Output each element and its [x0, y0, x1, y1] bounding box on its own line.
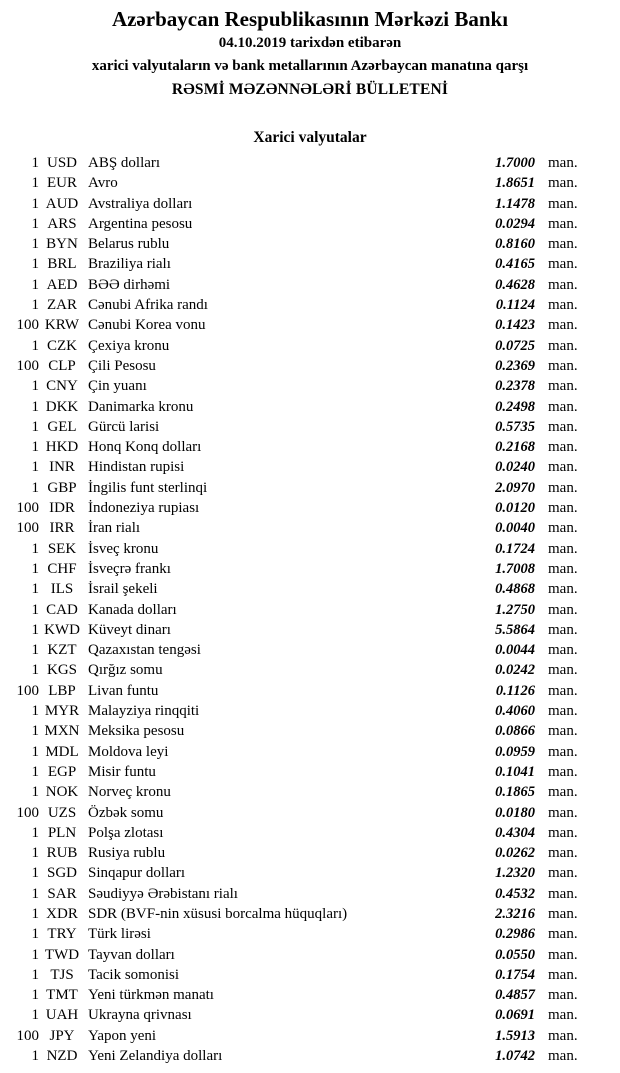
rate-value-cell: 5.5864	[495, 621, 535, 638]
quantity-cell: 1	[31, 459, 39, 476]
unit-cell: man.	[548, 601, 578, 618]
currency-code-cell: USD	[46, 155, 77, 171]
currency-name-cell: Özbək somu	[88, 804, 164, 821]
currency-name-cell: İsrail şekeli	[88, 581, 158, 598]
currency-name-cell: ABŞ dolları	[88, 155, 161, 171]
rate-value-cell: 1.7000	[495, 155, 535, 171]
rate-row	[0, 660, 620, 680]
rate-row	[0, 1026, 620, 1046]
currency-code-cell: ILS	[50, 581, 74, 598]
rate-value-cell: 0.4304	[495, 824, 535, 841]
unit-cell: man.	[548, 784, 578, 801]
rate-row	[0, 640, 620, 660]
rate-row	[0, 498, 620, 518]
quantity-cell: 1	[31, 824, 39, 841]
unit-cell: man.	[548, 500, 578, 517]
rate-row	[0, 153, 620, 173]
quantity-cell: 100	[16, 804, 39, 821]
currency-name-cell: Braziliya rialı	[88, 256, 171, 273]
rate-value-cell: 1.8651	[495, 175, 535, 192]
rate-value-cell: 0.0040	[495, 520, 535, 537]
currency-name-cell: SDR (BVF-nin xüsusi borcalma hüquqları)	[88, 905, 348, 922]
quantity-cell: 100	[16, 357, 39, 374]
rate-row	[0, 295, 620, 315]
currency-name-cell: Meksika pesosu	[88, 723, 185, 740]
rate-row	[0, 356, 620, 376]
currency-name-cell: Səudiyyə Ərəbistanı rialı	[88, 885, 238, 902]
currency-code-cell: SGD	[46, 865, 77, 882]
quantity-cell: 1	[31, 398, 39, 415]
rate-value-cell: 0.1126	[495, 682, 535, 699]
quantity-cell: 1	[31, 703, 39, 720]
unit-cell: man.	[548, 845, 578, 862]
subtitle-line: xarici valyutaların və bank metallarının Azərbaycan manatına qarşı	[91, 58, 529, 74]
unit-cell: man.	[548, 195, 578, 212]
rate-value-cell: 0.2986	[495, 926, 535, 943]
currency-code-cell: NZD	[46, 1048, 78, 1065]
currency-code-cell: IRR	[49, 520, 75, 537]
rate-value-cell: 0.4060	[495, 703, 535, 720]
quantity-cell: 1	[31, 763, 39, 780]
rate-row	[0, 417, 620, 437]
rate-value-cell: 0.1724	[495, 540, 535, 557]
currency-name-cell: İndoneziya rupiası	[88, 500, 200, 517]
currency-name-cell: Yapon yeni	[88, 1027, 157, 1044]
rate-value-cell: 0.2168	[495, 439, 535, 456]
quantity-cell: 1	[31, 215, 39, 232]
unit-cell: man.	[548, 337, 578, 354]
rate-row	[0, 1005, 620, 1025]
currency-code-cell: HKD	[45, 439, 79, 456]
unit-cell: man.	[548, 459, 578, 476]
currency-name-cell: İran rialı	[88, 520, 141, 537]
quantity-cell: 1	[31, 479, 39, 496]
rate-value-cell: 0.2369	[495, 357, 535, 374]
rate-value-cell: 0.0242	[495, 662, 535, 679]
quantity-cell: 1	[31, 195, 39, 212]
rate-value-cell: 1.2320	[495, 865, 535, 882]
quantity-cell: 100	[16, 682, 39, 699]
currency-code-cell: UAH	[45, 1007, 79, 1024]
currency-code-cell: KZT	[47, 642, 77, 659]
currency-code-cell: TRY	[47, 926, 77, 943]
quantity-cell: 1	[31, 845, 39, 862]
unit-cell: man.	[548, 642, 578, 659]
currency-code-cell: AUD	[45, 195, 79, 212]
quantity-cell: 1	[31, 621, 39, 638]
quantity-cell: 1	[31, 926, 39, 943]
rate-value-cell: 0.8160	[495, 236, 535, 253]
currency-name-cell: Malayziya rinqqiti	[88, 703, 200, 720]
quantity-cell: 1	[31, 276, 39, 293]
currency-name-cell: Ukrayna qrivnası	[88, 1007, 192, 1024]
rate-row	[0, 965, 620, 985]
currency-name-cell: İsveç kronu	[88, 540, 159, 557]
currency-code-cell: EGP	[47, 763, 77, 780]
quantity-cell: 1	[31, 378, 39, 395]
unit-cell: man.	[548, 297, 578, 314]
quantity-cell: 1	[31, 418, 39, 435]
rate-value-cell: 1.1478	[495, 195, 535, 212]
rate-value-cell: 0.0691	[495, 1007, 535, 1024]
currency-name-cell: Çin yuanı	[88, 378, 147, 395]
rate-value-cell: 2.3216	[495, 905, 535, 922]
rate-value-cell: 0.4857	[495, 987, 535, 1004]
rate-value-cell: 2.0970	[495, 479, 535, 496]
rate-row	[0, 742, 620, 762]
unit-cell: man.	[548, 987, 578, 1004]
unit-cell: man.	[548, 317, 578, 334]
currency-code-cell: CAD	[46, 601, 78, 618]
quantity-cell: 1	[31, 256, 39, 273]
currency-code-cell: RUB	[46, 845, 78, 862]
currency-code-cell: BRL	[47, 256, 77, 273]
quantity-cell: 1	[31, 236, 39, 253]
rate-value-cell: 0.1423	[495, 317, 535, 334]
currency-code-cell: NOK	[45, 784, 79, 801]
unit-cell: man.	[548, 357, 578, 374]
quantity-cell: 1	[31, 905, 39, 922]
currency-name-cell: Qazaxıstan tengəsi	[88, 642, 201, 659]
rate-value-cell: 1.0742	[495, 1048, 535, 1065]
rate-value-cell: 0.0262	[495, 845, 535, 862]
rate-value-cell: 0.1124	[495, 297, 535, 314]
currency-code-cell: TMT	[46, 987, 78, 1004]
currency-name-cell: Qırğız somu	[88, 662, 163, 679]
currency-name-cell: İsveçrə frankı	[88, 560, 171, 577]
section-title-foreign-currencies: Xarici valyutalar	[253, 129, 367, 146]
rate-value-cell: 0.0044	[495, 642, 535, 659]
currency-code-cell: MYR	[44, 703, 80, 720]
quantity-cell: 1	[31, 784, 39, 801]
unit-cell: man.	[548, 155, 578, 171]
quantity-cell: 1	[31, 966, 39, 983]
quantity-cell: 1	[31, 723, 39, 740]
rate-row	[0, 863, 620, 883]
quantity-cell: 1	[31, 885, 39, 902]
currency-name-cell: Tayvan dolları	[88, 946, 175, 963]
currency-name-cell: Sinqapur dolları	[88, 865, 186, 882]
rate-value-cell: 0.0240	[495, 459, 535, 476]
currency-name-cell: Cənubi Korea vonu	[88, 317, 206, 334]
currency-name-cell: Hindistan rupisi	[88, 459, 185, 476]
currency-name-cell: Polşa zlotası	[88, 824, 164, 841]
currency-code-cell: CLP	[48, 357, 76, 374]
quantity-cell: 1	[31, 155, 39, 171]
currency-code-cell: CZK	[47, 337, 77, 354]
rate-value-cell: 0.4165	[495, 256, 535, 273]
currency-name-cell: Misir funtu	[88, 763, 156, 780]
rate-row	[0, 884, 620, 904]
quantity-cell: 100	[16, 500, 39, 517]
currency-name-cell: BƏƏ dirhəmi	[88, 276, 171, 293]
unit-cell: man.	[548, 520, 578, 537]
rate-value-cell: 0.0294	[495, 215, 535, 232]
currency-name-cell: Çili Pesosu	[88, 357, 156, 374]
rate-row	[0, 1046, 620, 1066]
currency-name-cell: Livan funtu	[88, 682, 159, 699]
quantity-cell: 1	[31, 987, 39, 1004]
quantity-cell: 100	[16, 317, 39, 334]
rate-row	[0, 518, 620, 538]
unit-cell: man.	[548, 215, 578, 232]
unit-cell: man.	[548, 824, 578, 841]
quantity-cell: 1	[31, 1007, 39, 1024]
rate-value-cell: 0.4868	[495, 581, 535, 598]
rate-row	[0, 924, 620, 944]
rate-value-cell: 0.1865	[495, 784, 535, 801]
rate-value-cell: 0.1754	[495, 966, 535, 983]
currency-name-cell: Tacik somonisi	[88, 966, 180, 983]
currency-name-cell: Danimarka kronu	[88, 398, 194, 415]
currency-code-cell: DKK	[45, 398, 79, 415]
currency-code-cell: IDR	[49, 500, 75, 517]
unit-cell: man.	[548, 621, 578, 638]
currency-name-cell: Avstraliya dolları	[88, 195, 193, 212]
currency-name-cell: Yeni Zelandiya dolları	[88, 1048, 223, 1065]
rate-row	[0, 173, 620, 193]
rate-row	[0, 315, 620, 335]
currency-name-cell: Yeni türkmən manatı	[88, 987, 214, 1004]
unit-cell: man.	[548, 946, 578, 963]
quantity-cell: 1	[31, 560, 39, 577]
quantity-cell: 1	[31, 642, 39, 659]
quantity-cell: 1	[31, 337, 39, 354]
rate-row	[0, 681, 620, 701]
unit-cell: man.	[548, 560, 578, 577]
quantity-cell: 1	[31, 439, 39, 456]
rate-row	[0, 234, 620, 254]
quantity-cell: 1	[31, 662, 39, 679]
rate-value-cell: 1.5913	[495, 1027, 535, 1044]
currency-code-cell: CNY	[46, 378, 78, 395]
currency-code-cell: SAR	[47, 885, 77, 902]
currency-code-cell: ZAR	[47, 297, 77, 314]
rate-value-cell: 0.0120	[495, 500, 535, 517]
unit-cell: man.	[548, 378, 578, 395]
currency-name-cell: Çexiya kronu	[88, 337, 170, 354]
rate-value-cell: 0.4628	[495, 276, 535, 293]
currency-code-cell: TJS	[50, 966, 74, 983]
currency-name-cell: Rusiya rublu	[88, 845, 166, 862]
currency-code-cell: GBP	[47, 479, 77, 496]
rate-value-cell: 0.2378	[495, 378, 535, 395]
rate-row	[0, 457, 620, 477]
rate-row	[0, 701, 620, 721]
currency-code-cell: BYN	[46, 236, 78, 253]
currency-code-cell: MDL	[45, 743, 79, 760]
currency-code-cell: KRW	[44, 317, 80, 334]
rate-row	[0, 803, 620, 823]
currency-name-cell: Küveyt dinarı	[88, 621, 171, 638]
currency-code-cell: JPY	[49, 1027, 75, 1044]
unit-cell: man.	[548, 540, 578, 557]
rate-value-cell: 0.2498	[495, 398, 535, 415]
rate-row	[0, 843, 620, 863]
rate-row	[0, 376, 620, 396]
unit-cell: man.	[548, 703, 578, 720]
rate-value-cell: 0.5735	[495, 418, 535, 435]
unit-cell: man.	[548, 743, 578, 760]
currency-code-cell: KGS	[46, 662, 77, 679]
rate-row	[0, 762, 620, 782]
bulletin-title: RƏSMİ MƏZƏNNƏLƏRİ BÜLLETENİ	[171, 81, 449, 98]
unit-cell: man.	[548, 581, 578, 598]
quantity-cell: 100	[16, 520, 39, 537]
unit-cell: man.	[548, 865, 578, 882]
rate-row	[0, 985, 620, 1005]
unit-cell: man.	[548, 256, 578, 273]
unit-cell: man.	[548, 418, 578, 435]
rate-row	[0, 437, 620, 457]
currency-code-cell: CHF	[47, 560, 77, 577]
currency-code-cell: EUR	[47, 175, 77, 192]
rate-row	[0, 478, 620, 498]
currency-name-cell: Cənubi Afrika randı	[88, 297, 208, 314]
currency-code-cell: UZS	[47, 804, 77, 821]
unit-cell: man.	[548, 804, 578, 821]
rate-row	[0, 254, 620, 274]
currency-code-cell: XDR	[46, 905, 78, 922]
rate-value-cell: 0.0725	[495, 337, 535, 354]
currency-code-cell: KWD	[44, 621, 80, 638]
unit-cell: man.	[548, 885, 578, 902]
currency-name-cell: Gürcü larisi	[88, 418, 160, 435]
unit-cell: man.	[548, 905, 578, 922]
rate-row	[0, 945, 620, 965]
rate-row	[0, 559, 620, 579]
unit-cell: man.	[548, 398, 578, 415]
unit-cell: man.	[548, 1027, 578, 1044]
bulletin-header	[0, 0, 620, 101]
rate-row	[0, 336, 620, 356]
currency-name-cell: İngilis funt sterlinqi	[88, 479, 208, 496]
currency-name-cell: Moldova leyi	[88, 743, 169, 760]
rate-value-cell: 1.7008	[495, 560, 535, 577]
unit-cell: man.	[548, 479, 578, 496]
quantity-cell: 1	[31, 297, 39, 314]
quantity-cell: 100	[16, 1027, 39, 1044]
rate-row	[0, 194, 620, 214]
currency-name-cell: Honq Konq dolları	[88, 439, 202, 456]
currency-name-cell: Avro	[88, 175, 118, 192]
exchange-rates-table	[0, 153, 620, 1066]
currency-code-cell: GEL	[47, 418, 77, 435]
quantity-cell: 1	[31, 581, 39, 598]
unit-cell: man.	[548, 763, 578, 780]
currency-code-cell: MXN	[44, 723, 80, 740]
quantity-cell: 1	[31, 601, 39, 618]
unit-cell: man.	[548, 1007, 578, 1024]
currency-code-cell: INR	[49, 459, 75, 476]
currency-code-cell: LBP	[48, 682, 76, 699]
rate-value-cell: 0.0866	[495, 723, 535, 740]
unit-cell: man.	[548, 236, 578, 253]
unit-cell: man.	[548, 926, 578, 943]
bank-name-title: Azərbaycan Respublikasının Mərkəzi Bankı	[111, 7, 509, 31]
rate-row	[0, 904, 620, 924]
rate-value-cell: 0.0959	[495, 743, 535, 760]
quantity-cell: 1	[31, 1048, 39, 1065]
rate-row	[0, 600, 620, 620]
currency-name-cell: Türk lirəsi	[88, 926, 151, 943]
quantity-cell: 1	[31, 946, 39, 963]
unit-cell: man.	[548, 276, 578, 293]
currency-name-cell: Belarus rublu	[88, 236, 170, 253]
unit-cell: man.	[548, 966, 578, 983]
rate-value-cell: 0.0550	[495, 946, 535, 963]
rate-value-cell: 0.4532	[495, 885, 535, 902]
rate-row	[0, 397, 620, 417]
rate-value-cell: 0.0180	[495, 804, 535, 821]
unit-cell: man.	[548, 175, 578, 192]
currency-code-cell: AED	[46, 276, 78, 293]
currency-name-cell: Kanada dolları	[88, 601, 177, 618]
rate-row	[0, 823, 620, 843]
effective-date-line: 04.10.2019 tarixdən etibarən	[218, 35, 402, 51]
currency-code-cell: PLN	[47, 824, 77, 841]
unit-cell: man.	[548, 1048, 578, 1065]
quantity-cell: 1	[31, 175, 39, 192]
unit-cell: man.	[548, 439, 578, 456]
currency-code-cell: TWD	[44, 946, 80, 963]
currency-name-cell: Norveç kronu	[88, 784, 171, 801]
quantity-cell: 1	[31, 865, 39, 882]
unit-cell: man.	[548, 723, 578, 740]
rate-row	[0, 579, 620, 599]
currency-name-cell: Argentina pesosu	[88, 215, 193, 232]
rate-row	[0, 620, 620, 640]
quantity-cell: 1	[31, 540, 39, 557]
unit-cell: man.	[548, 682, 578, 699]
rate-row	[0, 275, 620, 295]
currency-code-cell: ARS	[47, 215, 77, 232]
currency-code-cell: SEK	[47, 540, 77, 557]
rate-value-cell: 0.1041	[495, 763, 535, 780]
unit-cell: man.	[548, 662, 578, 679]
rate-row	[0, 214, 620, 234]
rate-row	[0, 539, 620, 559]
rate-value-cell: 1.2750	[495, 601, 535, 618]
rate-row	[0, 721, 620, 741]
quantity-cell: 1	[31, 743, 39, 760]
rate-row	[0, 782, 620, 802]
